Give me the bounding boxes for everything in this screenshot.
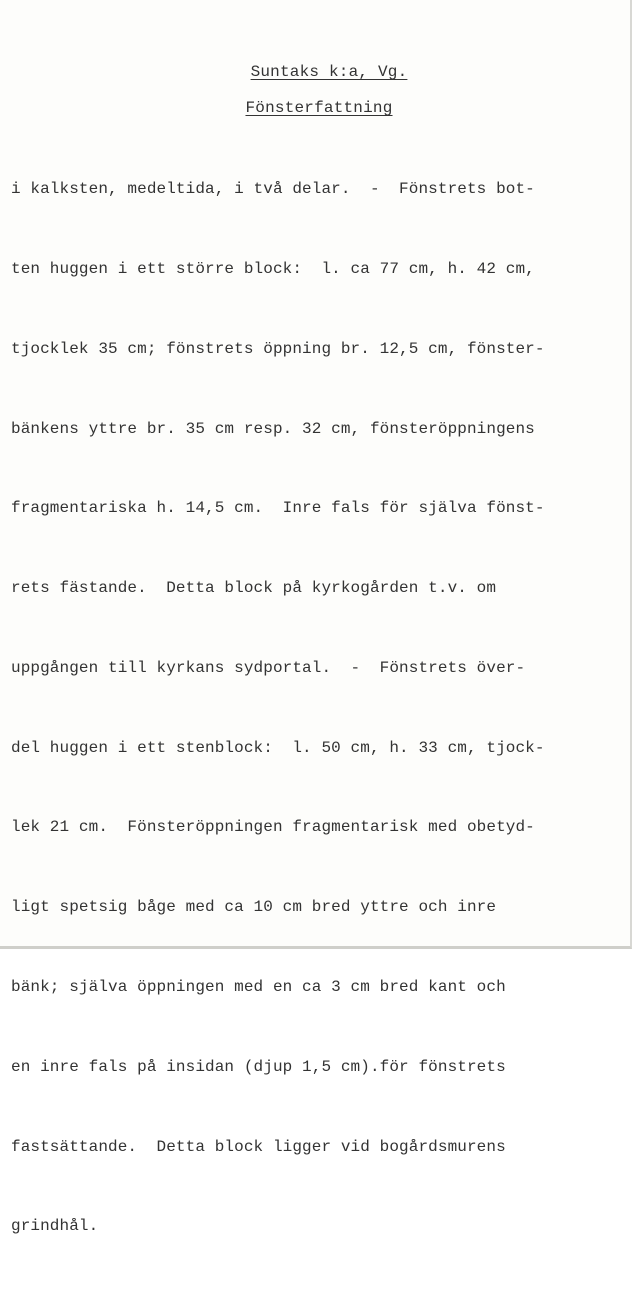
body-line: i kalksten, medeltida, i två delar. - Fönstrets bot-	[11, 180, 535, 199]
body-line: uppgången till kyrkans sydportal. - Fönstrets över-	[11, 658, 526, 677]
body-line: en inre fals på insidan (djup 1,5 cm).för fönstrets	[11, 1057, 506, 1076]
body-line: bänkens yttre br. 35 cm resp. 32 cm, fönsteröppningens	[11, 419, 535, 438]
body-line: grindhål.	[11, 1217, 99, 1236]
body-line: del huggen i ett stenblock: l. 50 cm, h. 33 cm, tjock-	[11, 738, 545, 757]
body-line: lek 21 cm. Fönsteröppningen fragmentarisk med obetyd-	[11, 818, 535, 837]
card-title: Suntaks k:a, Vg.	[250, 63, 408, 81]
card-subtitle: Fönsterfattning	[245, 99, 393, 117]
body-line: ten huggen i ett större block: l. ca 77 cm, h. 42 cm,	[11, 259, 535, 278]
body-line: bänk; själva öppningen med en ca 3 cm bred kant och	[11, 978, 506, 996]
body-line: fastsättande. Detta block ligger vid bogårdsmurens	[11, 1137, 506, 1156]
card-body	[11, 123, 626, 1293]
body-line: ligt spetsig båge med ca 10 cm bred yttre och inre	[11, 898, 497, 917]
body-line: rets fästande. Detta block på kyrkogården t.v. om	[11, 579, 497, 598]
body-line: fragmentariska h. 14,5 cm. Inre fals för själva fönst-	[11, 499, 545, 518]
body-line: tjocklek 35 cm; fönstrets öppning br. 12,5 cm, fönster-	[11, 339, 545, 358]
